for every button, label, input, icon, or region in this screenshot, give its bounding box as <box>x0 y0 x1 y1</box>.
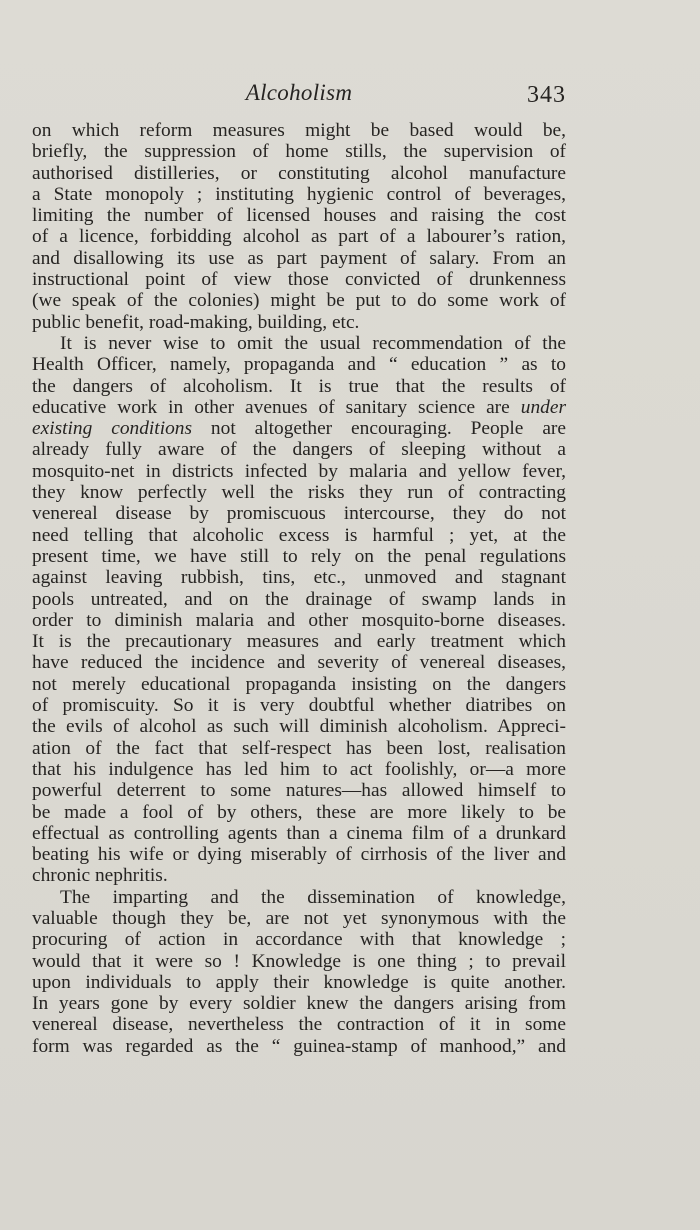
text-line: It is never wise to omit the usual recommendation of the <box>60 332 566 354</box>
text-line: The imparting and the dissemination of knowledge, <box>60 886 566 908</box>
text-line: on which reform measures might be based would be, <box>32 120 566 141</box>
page-number: 343 <box>527 82 566 108</box>
text-line: a State monopoly ; instituting hygienic control of beverages, <box>32 183 566 205</box>
text-line: In years gone by every soldier knew the dangers arising from <box>32 993 566 1015</box>
text-line: powerful deterrent to some natures—has allowed himself to <box>32 780 566 802</box>
text-line: effectual as controlling agents than a cinema film of a drunkard <box>32 822 566 844</box>
text-line: of promiscuity. So it is very doubtful whether diatribes on <box>32 695 566 717</box>
text-line: authorised distilleries, or constituting alcohol manufacture <box>32 162 566 184</box>
text-line: form was regarded as the “ guinea-stamp of manhood,” and <box>32 1035 566 1057</box>
text-line: present time, we have still to rely on the penal regulations <box>32 545 566 567</box>
text-line: valuable though they be, are not yet synonymous with the <box>32 907 566 929</box>
running-title: Alcoholism <box>245 80 353 105</box>
text-line: venereal disease, nevertheless the contraction of it in some <box>32 1014 566 1036</box>
text-line: not merely educational propaganda insisting on the dangers <box>32 673 566 695</box>
text-line: beating his wife or dying miserably of cirrhosis of the liver and <box>32 844 566 866</box>
text-line: procuring of action in accordance with that knowledge ; <box>32 929 566 951</box>
body-text <box>32 120 566 1057</box>
running-header <box>32 80 566 116</box>
italic-text: under <box>520 396 566 418</box>
text-line: existing conditions not altogether encouraging. People are <box>32 418 566 440</box>
text-line: order to diminish malaria and other mosquito-borne diseases. <box>32 609 566 631</box>
italic-text: existing conditions <box>32 418 193 440</box>
text-line: already fully aware of the dangers of sleeping without a <box>32 439 566 461</box>
paragraph <box>32 333 566 887</box>
text-line: would that it were so ! Knowledge is one thing ; to prevail <box>32 950 566 972</box>
text-line: briefly, the suppression of home stills, the supervision of <box>32 141 566 163</box>
text-line: of a licence, forbidding alcohol as part of a labourer’s ration, <box>32 226 566 248</box>
text-line: chronic nephritis. <box>32 865 168 887</box>
text-line: the evils of alcohol as such will diminish alcoholism. Appreci- <box>32 716 566 738</box>
text-line: they know perfectly well the risks they run of contracting <box>32 482 566 504</box>
text-line: (we speak of the colonies) might be put to do some work of <box>32 290 566 312</box>
text-line: and disallowing its use as part payment of salary. From an <box>32 247 566 269</box>
text-line: limiting the number of licensed houses and raising the cost <box>32 205 566 227</box>
paragraph <box>32 887 566 1057</box>
text-line: instructional point of view those convicted of drunkenness <box>32 269 566 291</box>
text-line: need telling that alcoholic excess is harmful ; yet, at the <box>32 524 566 546</box>
text-line: the dangers of alcoholism. It is true that the results of <box>32 375 566 397</box>
text-line: venereal disease by promiscuous intercourse, they do not <box>32 503 566 525</box>
text-line: mosquito-net in districts infected by malaria and yellow fever, <box>32 460 566 482</box>
text-line: ation of the fact that self-respect has been lost, realisation <box>32 737 566 759</box>
text-line: pools untreated, and on the drainage of swamp lands in <box>32 588 566 610</box>
text-line: It is the precautionary measures and early treatment which <box>32 631 566 653</box>
text-line: Health Officer, namely, propaganda and “ education ” as to <box>32 354 566 376</box>
text-line: that his indulgence has led him to act foolishly, or—a more <box>32 758 566 780</box>
text-line: against leaving rubbish, tins, etc., unmoved and stagnant <box>32 567 566 589</box>
paragraph <box>32 120 566 333</box>
text-line: public benefit, road-making, building, etc. <box>32 311 360 333</box>
text-line: have reduced the incidence and severity of venereal diseases, <box>32 652 566 674</box>
text-line: be made a fool of by others, these are more likely to be <box>32 801 566 823</box>
text-line: upon individuals to apply their knowledge is quite another. <box>32 971 566 993</box>
text-line: educative work in other avenues of sanitary science are under <box>32 396 566 418</box>
